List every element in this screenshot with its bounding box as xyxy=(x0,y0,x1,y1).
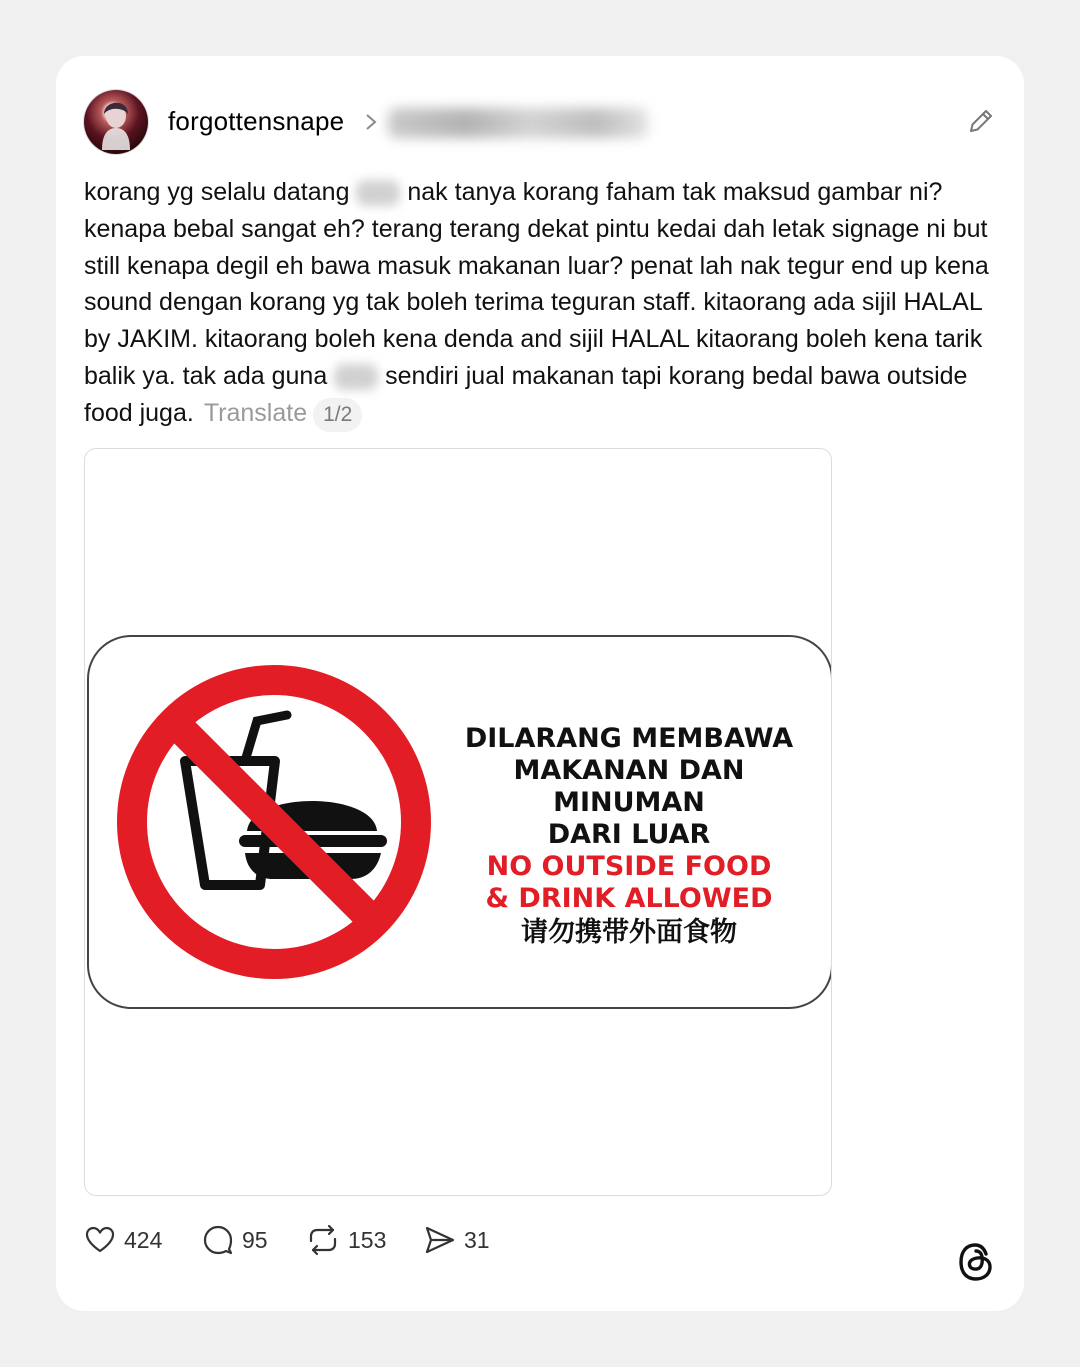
repost-icon xyxy=(306,1224,340,1256)
sign-line-malay-3: DARI LUAR xyxy=(547,819,711,850)
reply-count: 95 xyxy=(242,1226,268,1253)
sign-line-english-1: NO OUTSIDE FOOD xyxy=(486,851,772,882)
translate-link[interactable]: Translate xyxy=(203,398,308,427)
no-outside-food-sign xyxy=(87,635,832,1009)
post-text-part-3: sendiri jual makanan tapi korang bedal bawa outside food juga. xyxy=(84,361,968,427)
image-pager: 1/2 xyxy=(313,398,362,432)
reply-button[interactable] xyxy=(202,1220,268,1260)
threads-logo-icon xyxy=(956,1240,996,1284)
share-count: 31 xyxy=(464,1226,490,1253)
topic-tag-redacted[interactable] xyxy=(388,108,648,138)
redacted-word xyxy=(334,364,378,390)
pencil-icon[interactable] xyxy=(966,106,996,136)
post-body xyxy=(84,174,1004,432)
username[interactable]: forgottensnape xyxy=(168,106,345,136)
post-text-part-1: korang yg selalu datang xyxy=(84,178,350,206)
speech-bubble-icon xyxy=(202,1224,234,1256)
sign-text xyxy=(439,723,819,949)
chevron-right-icon xyxy=(364,108,378,136)
sign-line-english-2: & DRINK ALLOWED xyxy=(485,883,773,914)
sign-line-malay-1: DILARANG MEMBAWA xyxy=(464,723,794,754)
share-button[interactable] xyxy=(424,1220,490,1260)
paper-plane-icon xyxy=(424,1224,456,1256)
avatar-illustration xyxy=(84,90,148,154)
like-button[interactable] xyxy=(84,1220,162,1260)
redacted-word xyxy=(356,180,400,206)
sign-line-chinese: 请勿携带外面食物 xyxy=(521,917,737,948)
post-image[interactable] xyxy=(84,448,832,1196)
post-card xyxy=(56,56,1024,1311)
repost-count: 153 xyxy=(348,1226,387,1253)
post-header xyxy=(84,90,996,154)
post-text-part-2: nak tanya korang faham tak maksud gambar ni? kenapa bebal sangat eh? terang terang dekat pintu kedai dah letak signage ni but still kenapa degil eh bawa masuk makanan luar? penat lah nak tegur end up kena sound dengan korang yg tak boleh terima teguran staff. kitaorang ada sijil HALAL by JAKIM. kitaorang boleh kena denda and sijil HALAL kitaorang boleh kena tarik balik ya. tak ada guna xyxy=(84,178,989,390)
no-food-drink-icon xyxy=(115,663,433,981)
avatar[interactable] xyxy=(84,90,148,154)
repost-button[interactable] xyxy=(306,1220,386,1260)
like-count: 424 xyxy=(124,1226,163,1253)
heart-icon xyxy=(84,1224,116,1256)
sign-line-malay-2: MAKANAN DAN MINUMAN xyxy=(513,755,745,818)
